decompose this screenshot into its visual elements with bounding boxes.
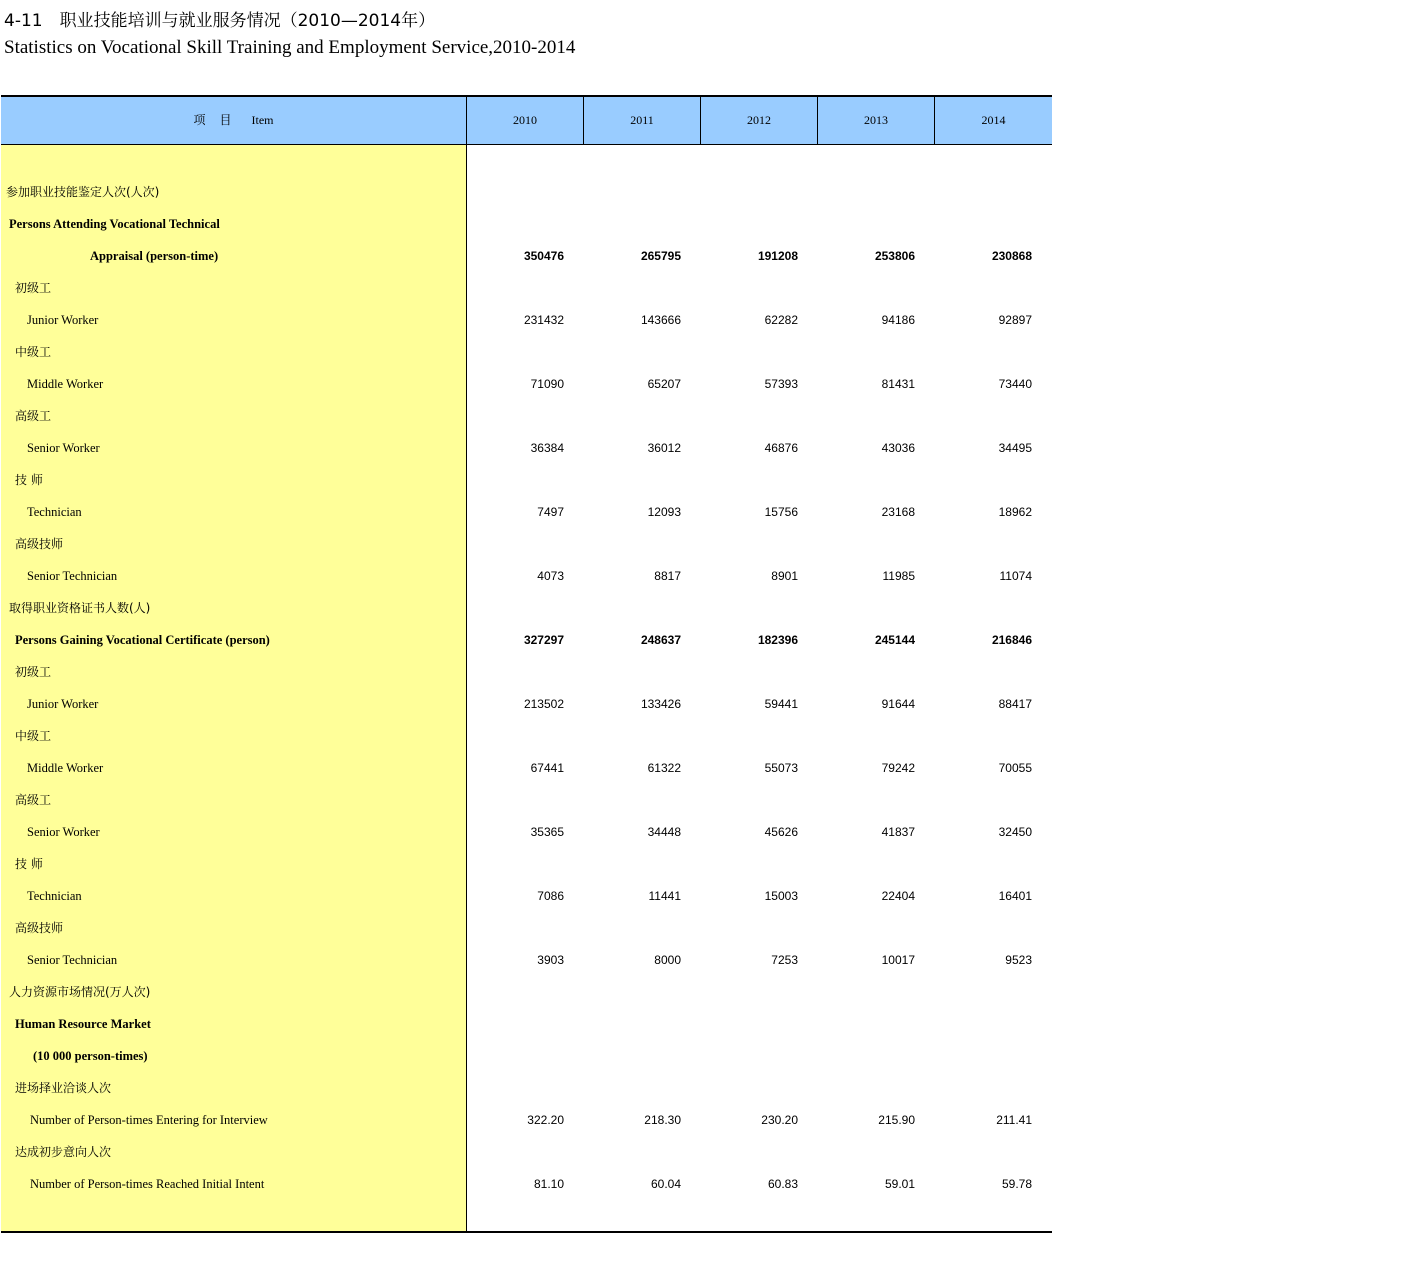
table-row (1, 368, 1052, 400)
row-value-2014: 59.78 (1001, 1177, 1032, 1191)
row-label: 达成初步意向人次 (15, 1145, 112, 1159)
row-value-2012: 62282 (764, 313, 798, 327)
row-label: Junior Worker (27, 313, 99, 327)
row-value-2012: 55073 (764, 761, 798, 775)
table-row (1, 592, 1052, 624)
table-row (1, 976, 1052, 1008)
row-value-2011: 8817 (654, 569, 681, 583)
table-row (1, 496, 1052, 528)
row-value-2010: 350476 (523, 249, 564, 263)
table-row (1, 720, 1052, 752)
page-title-english: Statistics on Vocational Skill Training and Employment Service,2010-2014 (4, 37, 576, 58)
row-value-2010: 81.10 (533, 1177, 564, 1191)
table-row (1, 880, 1052, 912)
row-value-2012: 15003 (764, 889, 798, 903)
row-label: Appraisal (person-time) (90, 249, 219, 263)
table-row (1, 688, 1052, 720)
row-value-2013: 43036 (881, 441, 915, 455)
row-value-2012: 182396 (757, 633, 798, 647)
row-value-2014: 70055 (998, 761, 1032, 775)
row-value-2014: 32450 (998, 825, 1032, 839)
row-value-2013: 59.01 (884, 1177, 915, 1191)
row-value-2011: 61322 (647, 761, 681, 775)
row-value-2012: 191208 (757, 249, 798, 263)
table-row (1, 848, 1052, 880)
row-value-2011: 36012 (647, 441, 681, 455)
row-value-2011: 60.04 (650, 1177, 681, 1191)
row-value-2014: 16401 (998, 889, 1032, 903)
row-value-2013: 245144 (874, 633, 915, 647)
row-value-2014: 211.41 (996, 1113, 1032, 1127)
row-label: Number of Person-times Reached Initial Intent (30, 1177, 265, 1191)
row-value-2014: 216846 (991, 633, 1032, 647)
row-value-2013: 215.90 (878, 1113, 915, 1127)
row-label: 中级工 (15, 345, 52, 359)
table-row (1, 432, 1052, 464)
row-label: 取得职业资格证书人数(人) (9, 601, 151, 615)
row-label: Senior Technician (27, 953, 118, 967)
row-value-2014: 88417 (998, 697, 1032, 711)
table-row (1, 912, 1052, 944)
row-label: 高级工 (15, 409, 52, 423)
row-value-2011: 34448 (647, 825, 681, 839)
table-row (1, 1072, 1052, 1104)
row-value-2014: 73440 (998, 377, 1032, 391)
row-label: Middle Worker (27, 377, 104, 391)
table-row (1, 176, 1052, 208)
row-value-2013: 253806 (874, 249, 915, 263)
row-value-2010: 67441 (530, 761, 564, 775)
row-label: Technician (27, 505, 82, 519)
table-row (1, 240, 1052, 272)
table-row (1, 304, 1052, 336)
table-row (1, 1040, 1052, 1072)
row-value-2011: 11441 (648, 889, 681, 903)
row-label: Human Resource Market (15, 1017, 151, 1031)
table-row (1, 400, 1052, 432)
row-value-2013: 41837 (881, 825, 915, 839)
table-row (1, 1136, 1052, 1168)
row-value-2010: 4073 (537, 569, 564, 583)
header-year-2010: 2010 (467, 97, 584, 144)
row-value-2012: 46876 (764, 441, 798, 455)
row-value-2013: 94186 (881, 313, 915, 327)
table-row (1, 624, 1052, 656)
row-value-2011: 65207 (647, 377, 681, 391)
row-value-2012: 15756 (764, 505, 798, 519)
row-value-2013: 23168 (881, 505, 915, 519)
row-value-2010: 213502 (523, 697, 564, 711)
row-value-2013: 11985 (882, 569, 915, 583)
header-item-cn: 项目 (193, 113, 246, 127)
table-row (1, 784, 1052, 816)
table-row (1, 272, 1052, 304)
row-value-2013: 79242 (881, 761, 915, 775)
row-label: Middle Worker (27, 761, 104, 775)
table-row (1, 1168, 1052, 1200)
row-value-2013: 81431 (881, 377, 915, 391)
row-value-2011: 12093 (647, 505, 681, 519)
row-value-2012: 45626 (764, 825, 798, 839)
row-label: Technician (27, 889, 82, 903)
row-label: Persons Attending Vocational Technical (9, 217, 220, 231)
row-label: Number of Person-times Entering for Interview (30, 1113, 268, 1127)
row-value-2013: 91644 (881, 697, 915, 711)
row-value-2010: 231432 (523, 313, 564, 327)
row-value-2014: 18962 (998, 505, 1032, 519)
row-label: 高级工 (15, 793, 52, 807)
row-value-2010: 3903 (537, 953, 564, 967)
page-title-chinese: 4-11 职业技能培训与就业服务情况（2010—2014年） (4, 11, 436, 31)
row-value-2011: 133426 (640, 697, 681, 711)
row-label: Junior Worker (27, 697, 99, 711)
row-value-2011: 248637 (640, 633, 681, 647)
table-header (1, 97, 1052, 145)
row-value-2013: 10017 (881, 953, 915, 967)
row-label: 高级技师 (15, 537, 64, 551)
row-value-2010: 327297 (523, 633, 564, 647)
table-row (1, 752, 1052, 784)
table-row (1, 656, 1052, 688)
header-item-en: Item (251, 113, 274, 127)
row-label: 初级工 (15, 281, 52, 295)
table-row (1, 1008, 1052, 1040)
row-value-2011: 8000 (654, 953, 681, 967)
table-row (1, 944, 1052, 976)
table-row (1, 1104, 1052, 1136)
row-value-2014: 34495 (998, 441, 1032, 455)
row-label: 人力资源市场情况(万人次) (9, 985, 151, 999)
row-value-2010: 322.20 (527, 1113, 564, 1127)
row-label: Persons Gaining Vocational Certificate (person) (15, 633, 270, 647)
row-value-2010: 71090 (530, 377, 564, 391)
row-value-2012: 7253 (771, 953, 798, 967)
row-label: (10 000 person-times) (33, 1049, 148, 1063)
table-row (1, 464, 1052, 496)
row-value-2010: 7497 (537, 505, 564, 519)
row-label: Senior Technician (27, 569, 118, 583)
row-value-2012: 230.20 (761, 1113, 798, 1127)
table-bottom-rule (1, 1231, 1052, 1233)
row-value-2010: 36384 (530, 441, 564, 455)
row-value-2011: 218.30 (644, 1113, 681, 1127)
header-year-2013: 2013 (818, 97, 935, 144)
row-value-2012: 60.83 (767, 1177, 798, 1191)
row-value-2011: 265795 (640, 249, 681, 263)
row-value-2013: 22404 (881, 889, 915, 903)
table-row (1, 208, 1052, 240)
table-row (1, 560, 1052, 592)
row-value-2012: 59441 (764, 697, 798, 711)
row-value-2014: 92897 (998, 313, 1032, 327)
table-row (1, 528, 1052, 560)
row-label: 高级技师 (15, 921, 64, 935)
row-label: Senior Worker (27, 441, 100, 455)
row-value-2010: 7086 (537, 889, 564, 903)
table-row (1, 336, 1052, 368)
row-label: 技 师 (15, 857, 43, 871)
row-value-2014: 230868 (991, 249, 1032, 263)
row-label: Senior Worker (27, 825, 100, 839)
header-year-2012: 2012 (701, 97, 818, 144)
row-value-2011: 143666 (640, 313, 681, 327)
header-year-2014: 2014 (981, 113, 1006, 127)
row-value-2012: 57393 (764, 377, 798, 391)
header-item-cell (1, 97, 467, 144)
row-label: 技 师 (15, 473, 43, 487)
table-row (1, 816, 1052, 848)
row-value-2014: 11074 (999, 569, 1032, 583)
header-year-2011: 2011 (584, 97, 701, 144)
row-label: 中级工 (15, 729, 52, 743)
row-label: 参加职业技能鉴定人次(人次) (6, 185, 160, 199)
row-value-2012: 8901 (771, 569, 798, 583)
row-value-2014: 9523 (1005, 953, 1032, 967)
row-label: 初级工 (15, 665, 52, 679)
row-label: 进场择业洽谈人次 (15, 1081, 112, 1095)
row-value-2010: 35365 (530, 825, 564, 839)
